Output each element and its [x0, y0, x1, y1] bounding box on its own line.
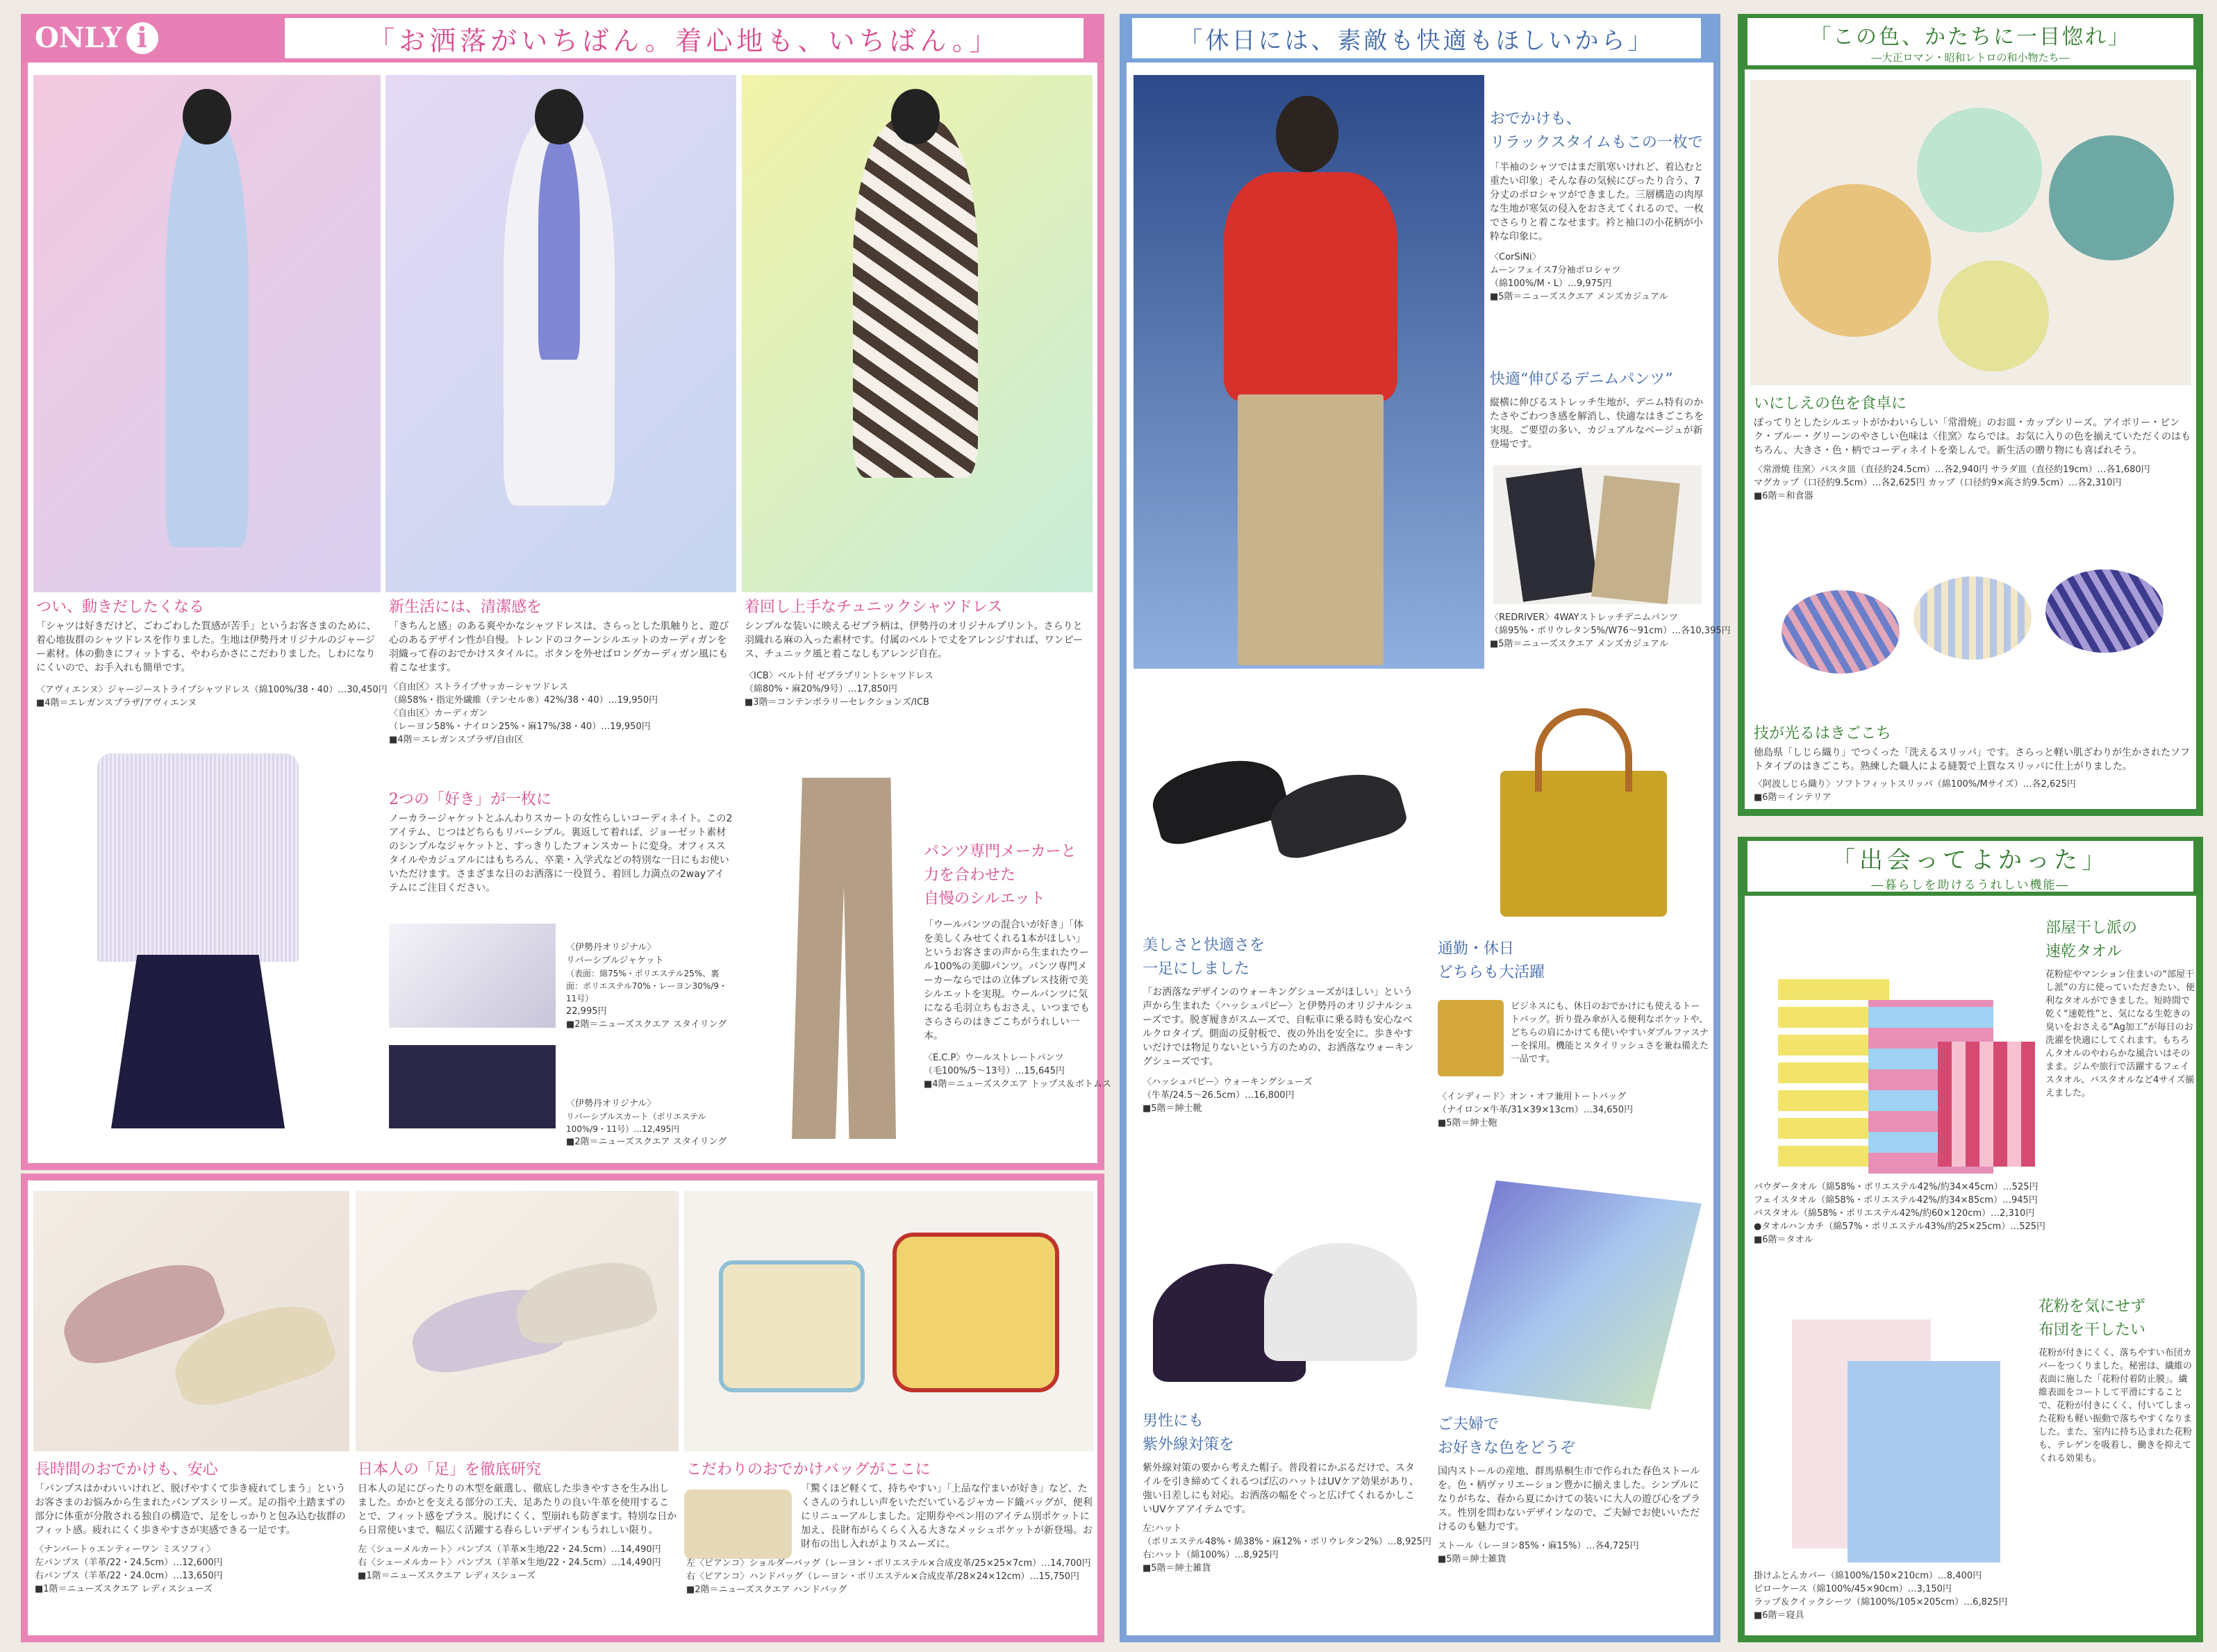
floor: ■5階＝ニューズスクエア メンズカジュアル — [1490, 292, 1668, 302]
price: バスタオル（綿58%・ポリエステル42%/約60×120cm）…2,310円 — [1754, 1208, 2035, 1219]
blue-banner — [1120, 14, 1720, 62]
floor: ■2階＝ニューズスクエア スタイリング — [566, 1137, 727, 1147]
reversible-set-copy — [389, 788, 733, 895]
denim-photo — [1493, 465, 1702, 604]
floor: ■6階＝タオル — [1754, 1235, 1813, 1245]
description: 「ウールパンツの混合いが好き」「体を美しくみせてくれる1本がほしい」というお客さまの声から生まれたウール100%の美脚パンツ。パンツ専門メーカーならではの立体プレス技術で美シルエットを実現。ウールパンツに気になる毛羽立ちもおさえ、いつまでもさらさらのはきごこちがうれしい一本。 — [924, 919, 1090, 1042]
stripe-dress-copy — [389, 596, 733, 746]
polo-copy: おでかけも、 リラックスタイムもこの一枚で 「半袖のシャツではまだ肌寒いけれど、着込むと重たい印象」そんな春の気候にぴったり合う、7分丈のポロシャツができました。三層構造の肉厚な生地が寒気の侵入をおさえてくれるので、一枚でさらりと着こなせます。衿と袖口の小花柄が小粋な印象に。 〈CorSiNi〉 ムーンフェイス7分袖ポロシャツ （綿100%/M・L）…9,975円 ■5階＝ニューズスクエア メンズカジュアル — [1490, 108, 1709, 303]
bags-photo — [684, 1191, 1094, 1451]
price: フェイスタオル（綿58%・ポリエステル42%/約34×85cm）…945円 — [1754, 1195, 2038, 1205]
section-heading: 着回し上手なチュニックシャツドレス — [745, 599, 1003, 616]
description: 「お洒落なデザインのウォーキングシューズがほしい」という声から生まれた〈ハッシュパピー〉と伊勢丹のオリジナルシューズです。脱ぎ履きがスムーズで、自転車に乗る時も安心なベルクロタイプ。側面の反射板で、夜の外出を安全に。歩きやすいだけでは物足りないという方のための、お洒落なウォーキングシューズです。 — [1143, 987, 1414, 1067]
floor: ■2階＝ニューズスクエア スタイリング — [566, 1019, 727, 1030]
towels-prices — [1754, 1180, 2198, 1246]
tote-bag-photo — [1459, 694, 1702, 924]
price: 〈自由区〉ストライプサッカーシャツドレス — [389, 682, 569, 692]
price: 〈ハッシュパピー〉ウォーキングシューズ — [1143, 1077, 1313, 1087]
description: 花粉が付きにくく、落ちやすい布団カバーをつくりました。秘密は、繊維の表面に施した「花粉付着防止膜」。繊維表面をコートして平滑にすることで、花粉が付きにくく、付いてしまった花粉も軽い振動で落ちやすくなりました。また、室内に持ち込まれた花粉も、テレゲンを吸着し、働きを抑えてくれる効果も。 — [2039, 1348, 2193, 1464]
section-heading: 日本人の「足」を徹底研究 — [358, 1461, 542, 1478]
denim-copy — [1490, 368, 1709, 451]
slippers-copy — [1754, 722, 2191, 804]
description: 「パンプスはかわいいけれど、脱げやすくて歩き疲れてしまう」というお客さまのお悩みから生まれたパンプスシリーズ。足の指や土踏まずの部分に体重が分散される独自の構造で、足をしっかりと包み込む抜群のフィット感。疲れにくく歩きやすさが実感できる一足です。 — [35, 1483, 346, 1536]
floor: ■5階＝紳士鞄 — [1438, 1118, 1497, 1128]
price: ピローケース（綿100%/45×90cm）…3,150円 — [1754, 1584, 1952, 1594]
price: 〈ICB〉ベルト付 ゼブラプリントシャツドレス — [745, 671, 933, 681]
banner-title: 「この色、かたちに一目惚れ」 — [1810, 24, 2131, 49]
wool-pants-copy: パンツ専門メーカーと 力を合わせた 自慢のシルエット 「ウールパンツの混合いが好き」「体を美しくみせてくれる1本がほしい」というお客さまの声から生まれたウール100%の美脚パンツ。パンツ専門メーカーならではの立体プレス技術で美シルエットを実現。ウールパンツに気になる毛羽立ちもおさえ、いつまでもさらさらのはきごこちがうれしい一本。 〈E.C.P〉ウールストレートパンツ （毛100%/5〜13号）…15,645円 ■4階＝ニューズスクエア トップス＆ボトムス — [924, 840, 1090, 1091]
towels-copy: 部屋干し派の 速乾タオル 花粉症やマンション住まいの“部屋干し派”の方に使っていただきたい、便利なタオルができました。短時間で乾く“速乾性”と、気になる生乾きの臭いをおさえる“Ag加工”が毎日のお洗濯を快適にしてくれます。もちろんタオルのやわらかな風合いはそのまま。ジムや旅行で活躍するフェイスタオル、バスタオルなど4サイズ揃えました。 — [2045, 917, 2195, 1100]
floor: ■1階＝ニューズスクエア レディスシューズ — [35, 1584, 213, 1594]
section-heading: 新生活には、清潔感を — [389, 599, 542, 616]
description: 紫外線対策の要から考えた帽子。普段着にかぶるだけで、スタイルを引き締めてくれるつば広のハットはUVケア効果があり、強い日差しにも対応。お洒落の幅をぐっと広げてくれるかしこいUVケアアイテムです。 — [1143, 1462, 1419, 1515]
section-heading: 通勤・休日 — [1438, 940, 1515, 958]
price: 〈インディード〉オン・オフ兼用トートバッグ — [1438, 1092, 1627, 1102]
floor: ■6階＝インテリア — [1754, 792, 1832, 803]
bedding-copy: 花粉を気にせず 布団を干したい 花粉が付きにくく、落ちやすい布団カバーをつくりました。秘密は、繊維の表面に施した「花粉付着防止膜」。繊維表面をコートして平滑にすることで、花粉が付きにくく、付いてしまった花粉も軽い振動で落ちやすくなりました。また、室内に持ち込まれた花粉も、テレゲンを吸着し、働きを抑えてくれる効果も。 — [2039, 1295, 2195, 1465]
stole-copy: ご夫婦で お好きな色をどうぞ 国内ストールの産地、群馬県桐生市で作られた春色ストールを。色・柄ヴァリエーション豊かに揃えました。シンプルになりがちな、春から夏にかけての装いに大人の遊び心をプラス。性別を問わないデザインなので、ご夫婦でお使いいただけるのも魅力です。 ストール（レーヨン85%・麻15%）…各4,725円 ■5階＝紳士雑貨 — [1438, 1413, 1709, 1566]
reversible-skirt-copy: 〈伊勢丹オリジナル〉 リバーシブルスカート（ポリエステル100%/9・11号）…12,495円 ■2階＝ニューズスクエア スタイリング — [566, 1097, 733, 1149]
floor: ■6階＝和食器 — [1754, 491, 1813, 501]
pink-banner-title-box — [285, 18, 1083, 58]
floor: ■4階＝エレガンスプラザ/自由区 — [389, 735, 524, 745]
price: 〈自由区〉カーディガン — [389, 708, 488, 719]
walking-shoes-photo — [1139, 701, 1424, 910]
floor: ■4階＝ニューズスクエア トップス＆ボトムス — [924, 1079, 1111, 1090]
model-photo-zebra-dress — [742, 75, 1093, 592]
section-heading: こだわりのおでかけバッグがここに — [686, 1461, 931, 1478]
price: 左パンプス（羊革/22・24.5cm）…12,600円 — [35, 1558, 223, 1568]
banner-title: 「出会ってよかった」 — [1832, 846, 2109, 874]
price: （ナイロン×牛革/31×39×13cm）…34,650円 — [1438, 1105, 1634, 1115]
price: 〈E.C.P〉ウールストレートパンツ — [924, 1053, 1064, 1063]
green-banner-title-box — [1747, 841, 2193, 892]
price: （綿95%・ポリウレタン5%/W76〜91cm）…各10,395円 — [1490, 626, 1731, 636]
denim-price — [1490, 611, 1731, 651]
pumps-photo — [33, 1191, 349, 1451]
green-banner-1 — [1738, 14, 2203, 69]
description: 「シャツは好きだけど、ごわごわした質感が苦手」というお客さまのために、着心地抜群のシャツドレスを作りました。生地は伊勢丹オリジナルのジャージー素材。体の動きにフィットする、やわらかさにこだわりました。しわになりにくいので、お手入れも簡単です。 — [36, 621, 376, 674]
tote-bag-copy: 通勤・休日 どちらも大活躍 — [1438, 937, 1709, 985]
price: 左〈ピアンコ〉ショルダーバッグ（レーヨン・ポリエステル×合成皮革/25×25×7cm）…14,700円 — [686, 1558, 1091, 1569]
floor: ■5階＝紳士雑貨 — [1143, 1563, 1211, 1574]
price: 〈阿波しじら織り〉ソフトフィットスリッパ（綿100%/Mサイズ）…各2,625円 — [1754, 779, 2076, 790]
blue-banner-title-box — [1132, 18, 1701, 58]
section-heading: 長時間のおでかけも、安心 — [35, 1461, 218, 1478]
description: 縦横に伸びるストレッチ生地が、デニム特有のかたさやごわつき感を解消し、快適なはきごこちを実現。ご要望の多い、カジュアルなベージュが新登場です。 — [1490, 397, 1704, 450]
price: 右パンプス（羊革/22・24.0cm）…13,650円 — [35, 1571, 223, 1581]
description: 国内ストールの産地、群馬県桐生市で作られた春色ストールを。色・柄ヴァリエーション豊かに揃えました。シンプルになりがちな、春から夏にかけての装いに大人の遊び心をプラス。性別を問わないデザインなので、ご夫婦でお使いいただけるのも魅力です。 — [1438, 1466, 1700, 1533]
price: 〈アヴィエンヌ〉ジャージーストライプシャツドレス（綿100%/38・40）…30,450円 — [36, 685, 388, 695]
price: ●タオルハンカチ（綿57%・ポリエステル43%/約25×25cm）…525円 — [1754, 1221, 2046, 1232]
floor: ■5階＝ニューズスクエア メンズカジュアル — [1490, 639, 1668, 649]
heels-photo — [356, 1191, 679, 1451]
model-photo-shirtdress — [33, 75, 381, 592]
description: 「驚くほど軽くて、持ちやすい」「上品な佇まいが好き」など、たくさんのうれしい声をいただいているジャカード織バッグが、便利にリニューアルしました。定期券やペン用のアイテム別ポケットに加え、長財布がらくらく入る大きなメッシュポケットが新登場。お財布の出し入れがよりスムーズに。 — [801, 1483, 1093, 1550]
tote-inner-photo — [1438, 1000, 1504, 1076]
description: 日本人の足にぴったりの木型を厳選し、徹底した歩きやすさを生み出しました。かかとを支える部分の工夫、足あたりの良い牛革を使用することで、フィット感をプラス。脱げにくく、型崩れも防ぎます。特別な日から日常使いまで、幅広く活躍する春らしいデザインもうれしい限り。 — [358, 1483, 677, 1536]
price: （牛革/24.5〜26.5cm）…16,800円 — [1143, 1090, 1295, 1101]
walking-shoes-copy: 美しさと快適さを 一足にしました 「お洒落なデザインのウォーキングシューズがほしい」という声から生まれた〈ハッシュパピー〉と伊勢丹のオリジナルシューズです。脱ぎ履きがスムーズで、自転車に乗る時も安心なベルクロタイプ。側面の反射板で、夜の外出を安全に。歩きやすいだけでは物足りないという方のための、お洒落なウォーキングシューズです。 〈ハッシュパピー〉ウォーキングシューズ （牛革/24.5〜26.5cm）…16,800円 ■5階＝紳士靴 — [1143, 934, 1420, 1115]
price: ラップ＆クイックシーツ（綿100%/105×205cm）…6,825円 — [1754, 1597, 2008, 1608]
section-heading: 部屋干し派の — [2045, 919, 2138, 937]
section-heading: 2つの「好き」が一枚に — [389, 791, 551, 808]
floor: ■2階＝ニューズスクエア ハンドバッグ — [686, 1585, 847, 1595]
section-heading: パンツ専門メーカーと — [924, 843, 1077, 860]
price: 右〈シューメルカート〉パンプス（羊革×生地/22・24.5cm）…14,490円 — [358, 1558, 661, 1568]
tote-bag-price — [1438, 1090, 1709, 1130]
banner-title: 「お洒落がいちばん。着心地も、いちばん。」 — [368, 25, 1000, 56]
model-photo-stripe-cardigan — [385, 75, 736, 592]
zebra-dress-copy — [745, 596, 1088, 709]
floor: ■1階＝ニューズスクエア レディスシューズ — [358, 1571, 535, 1581]
price: 左〈シューメルカート〉パンプス（羊革×生地/22・24.5cm）…14,490円 — [358, 1544, 661, 1555]
pink-banner — [21, 14, 1104, 62]
polo-model-photo — [1134, 75, 1484, 669]
price: （綿80%・麻20%/9号）…17,850円 — [745, 684, 897, 694]
price: （レーヨン58%・ナイロン25%・麻17%/38・40）…19,950円 — [389, 721, 651, 732]
description: 徳島県「しじら織り」でつくった「洗えるスリッパ」です。さらっと軽い肌ざわりが生かされたソフトタイプのはきごこち。熟練した職人による縫製で上質なスリッパに仕上がりました。 — [1754, 747, 2191, 772]
green-banner-2 — [1738, 837, 2203, 896]
price: （毛100%/5〜13号）…15,645円 — [924, 1066, 1065, 1076]
section-heading: 技が光るはきごこち — [1754, 725, 1892, 742]
hats-copy: 男性にも 紫外線対策を 紫外線対策の要から考えた帽子。普段着にかぶるだけで、スタイルを引き締めてくれるつば広のハットはUVケア効果があり、強い日差しにも対応。お洒落の幅をぐっと広げてくれるかしこいUVケアアイテムです。 左:ハット （ポリエステル48%・綿38%・麻12%・ポリウレタン2%）…8,925円 右:ハット（綿100%）…8,925円 ■5階＝紳士雑貨 — [1143, 1410, 1420, 1575]
bedding-prices — [1754, 1569, 2198, 1622]
description: 花粉症やマンション住まいの“部屋干し派”の方に使っていただきたい、便利なタオルができました。短時間で乾く“速乾性”と、気になる生乾きの臭いをおさえる“Ag加工”が毎日のお洗濯を快適にしてくれます。もちろんタオルのやわらかな風合いはそのまま。ジムや旅行で活躍するフェイスタオル、バスタオルなど4サイズ揃えました。 — [2045, 969, 2195, 1099]
price: （綿100%/M・L）…9,975円 — [1490, 278, 1612, 289]
price: 左:ハット — [1143, 1524, 1182, 1534]
floor: ■5階＝紳士雑貨 — [1438, 1554, 1506, 1565]
only-i-logo: ONLY i — [35, 21, 222, 56]
pumps-copy: 長時間のおでかけも、安心 「パンプスはかわいいけれど、脱げやすくて歩き疲れてしまう」というお客さまのお悩みから生まれたパンプスシリーズ。足の指や土踏まずの部分に体重が分散される独自の構造で、足をしっかりと包み込む抜群のフィット感。疲れにくく歩きやすさが実感できる一足です。 〈ナンバートゥエンティーワン ミスソフィ〉 左パンプス（羊革/22・24.5cm）…12,600円 右パンプス（羊革/22・24.0cm）…13,650円 ■1階＝ニューズスクエア レディスシューズ — [35, 1458, 351, 1596]
slippers-photo — [1754, 549, 2191, 715]
section-heading: ご夫婦で — [1438, 1416, 1500, 1433]
price: ムーンフェイス7分袖ポロシャツ — [1490, 265, 1621, 276]
floor: ■3階＝コンテンポラリーセレクションズ/ICB — [745, 697, 929, 708]
section-heading: 男性にも — [1143, 1412, 1204, 1430]
section-heading: いにしえの色を食卓に — [1754, 395, 1907, 412]
section-heading: 美しさと快適さを — [1143, 937, 1265, 954]
price: マグカップ（口径約9.5cm）…各2,625円 カップ（口径約9×高さ約9.5cm）…各2,310円 — [1754, 478, 2122, 488]
price: （ポリエステル48%・綿38%・麻12%・ポリウレタン2%）…8,925円 — [1143, 1537, 1431, 1547]
shirtdress-copy — [36, 596, 388, 710]
hats-photo — [1139, 1180, 1424, 1424]
price: バウダータオル（綿58%・ポリエステル42%/約34×45cm）…525円 — [1754, 1182, 2039, 1192]
price: 右:ハット（綿100%）…8,925円 — [1143, 1550, 1279, 1560]
tote-bag-desc — [1511, 1000, 1709, 1066]
green-banner-title-box — [1747, 18, 2193, 65]
section-heading: つい、動きだしたくなる — [36, 599, 205, 616]
banner-subtitle: ―暮らしを助けるうれしい機能― — [1871, 878, 2070, 892]
section-heading: 花粉を気にせず — [2039, 1298, 2146, 1315]
section-heading: おでかけも、 — [1490, 110, 1581, 128]
floor: ■5階＝紳士靴 — [1143, 1103, 1202, 1114]
price: （綿58%・指定外繊維（テンセル®）42%/38・40）…19,950円 — [389, 695, 658, 706]
description: ぽってりとしたシルエットがかわいらしい「常滑焼」のお皿・カップシリーズ。アイボリー・ピンク・ブルー・グリーンのやさしい色味は〈佳窯〉ならでは。お気に入りの色を揃えていただくのはもちろん、大きさ・色・柄でコーディネイトを楽しんで。新生活の贈り物にも喜ばれそう。 — [1754, 417, 2191, 456]
price: 〈REDRIVER〉4WAYストレッチデニムパンツ — [1490, 612, 1678, 623]
floor: ■4階＝エレガンスプラザ/アヴィエンヌ — [36, 698, 197, 708]
price: 掛けふとんカバー（綿100%/150×210cm）…8,400円 — [1754, 1571, 1982, 1581]
description: シンプルな装いに映えるゼブラ柄は、伊勢丹のオリジナルプリント。さらりと羽織れる麻の入った素材です。付属のベルトで丈をアレンジすれば、ワンピース、チュニック風と着こなしもアレンジ自在。 — [745, 621, 1083, 660]
price: ストール（レーヨン85%・麻15%）…各4,725円 — [1438, 1541, 1639, 1551]
description: ノーカラージャケットとふんわりスカートの女性らしいコーディネイト。この2アイテム、じつはどちらもリバーシブル。裏返して着れば、ジョーゼット素材のシンプルなジャケットと、すっきりしたフォンスカートに変身。オフィススタイルやカジュアルにはもちろん、卒業・入学式などの特別な一日にもお使いいただけます。さまざまな日のお洒落に一役買う、着回し力満点の2wayアイテムにご注目ください。 — [389, 813, 733, 894]
dishes-photo — [1750, 80, 2191, 385]
price: 右〈ピアンコ〉ハンドバッグ（レーヨン・ポリエステル×合成皮革/28×24×12cm）…15,750円 — [686, 1571, 1080, 1582]
reversible-detail-photo — [389, 924, 556, 1132]
floor: ■6階＝寝具 — [1754, 1610, 1804, 1621]
bedding-photo — [1792, 1264, 2021, 1562]
section-heading: 快適“伸びるデニムパンツ” — [1490, 371, 1673, 388]
reversible-detail-copy: 〈伊勢丹オリジナル〉 リバーシブルジャケット （表面：綿75%・ポリエステル25%、裏面：ポリエステル70%・レーヨン30%/9・11号） 22,995円 ■2階＝ニューズスクエア スタイリング — [566, 941, 733, 1031]
towels-photo — [1778, 958, 2042, 1180]
bags-copy — [686, 1458, 1093, 1596]
heels-copy — [358, 1458, 677, 1583]
description: 「半袖のシャツではまだ肌寒いけれど、着込むと重たい印象」そんな春の気候にぴったり合う、7分丈のポロシャツができました。三層構造の肉厚な生地が寒気の侵入をおさえてくれるので、一枚でさらりと着こなせます。衿と袖口の小花柄が小粋な印象に。 — [1490, 162, 1704, 242]
reversible-set-photo — [83, 753, 313, 1128]
banner-subtitle: ―大正ロマン・昭和レトロの和小物たち― — [1871, 51, 2070, 64]
banner-title: 「休日には、素敵も快適もほしいから」 — [1179, 26, 1654, 55]
description: ビジネスにも、休日のおでかけにも使えるトートバッグ。折り畳み傘が入る便利なポケットや、どちらの肩にかけても使いやすいダブルファスナーを採用。機能とスタイリッシュさを兼ね備えた一品です。 — [1511, 1001, 1709, 1065]
price: 〈常滑焼 佳窯〉パスタ皿（直径約24.5cm）…各2,940円 サラダ皿（直径約19cm）…各1,680円 — [1754, 465, 2150, 475]
description: 「きちんと感」のある爽やかなシャツドレスは、さらっとした肌触りと、遊び心のあるデザイン性が自慢。トレンドのコクーンシルエットのカーディガンを羽織って春のおでかけスタイルに。ボタンを外せばロングカーディガン風にも着こなせます。 — [389, 621, 729, 674]
dishes-copy — [1754, 392, 2191, 503]
